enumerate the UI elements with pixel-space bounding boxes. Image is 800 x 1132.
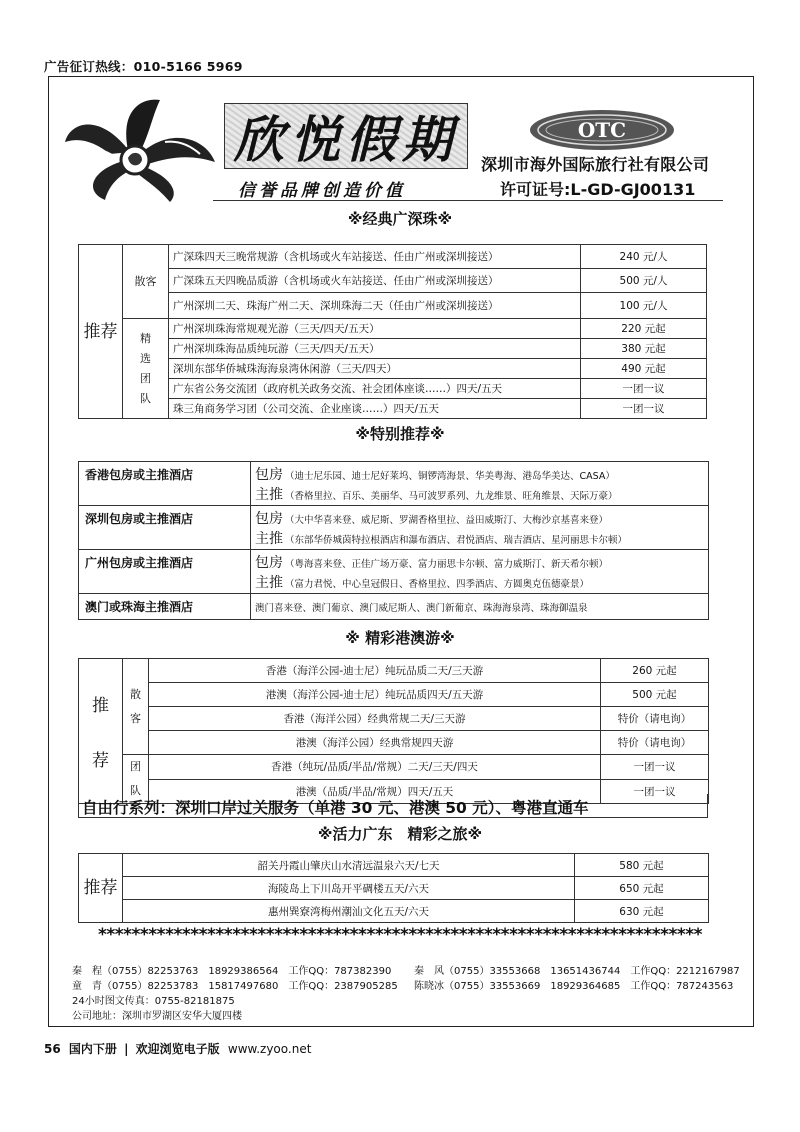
hotel-list: [251, 462, 709, 506]
table-row: [79, 659, 709, 683]
hotel-city: 香港包房或主推酒店: [79, 462, 251, 506]
tour-name: 惠州巽寮湾梅州潮汕文化五天/六天: [123, 900, 575, 923]
tour-price: 380 元起: [581, 339, 707, 359]
table-row: [79, 900, 709, 923]
table-row: [79, 594, 709, 620]
hotel-names: （粤海喜来登、正佳广场万豪、富力丽思卡尔顿、富力威斯汀、新天希尔顿）: [285, 558, 609, 570]
tour-price: 580 元起: [575, 854, 709, 877]
license-number: 许可证号:L-GD-GJ00131: [500, 180, 696, 199]
table-row: [79, 550, 709, 594]
section-title-special: ※特别推荐※: [355, 425, 445, 443]
group-label: 团队: [123, 755, 149, 804]
footer-welcome: 欢迎浏览电子版: [135, 1042, 220, 1056]
recommend-label: 推荐: [79, 854, 123, 923]
hotel-list: [251, 594, 709, 620]
recommend-label: [79, 659, 123, 804]
recommend-char: 推: [92, 696, 109, 716]
brand-logo-text: 欣悦假期: [234, 110, 458, 169]
tour-price: 220 元起: [581, 319, 707, 339]
footer-url[interactable]: www.zyoo.net: [227, 1042, 312, 1056]
tour-name: 广州深圳二天、珠海广州二天、深圳珠海二天（任由广州或深圳接送）: [169, 293, 581, 319]
table-row: [79, 399, 707, 419]
section-title-classic: ※经典广深珠※: [347, 210, 453, 228]
tour-name: 广东省公务交流团（政府机关政务交流、社会团体座谈……）四天/五天: [169, 379, 581, 399]
hotel-kind: 包房: [255, 510, 283, 527]
hotel-list: [251, 550, 709, 594]
tour-name: 海陵岛上下川岛开平碉楼五天/六天: [123, 877, 575, 900]
tour-price: 500 元/人: [581, 269, 707, 293]
footer-section: 国内下册: [68, 1042, 117, 1056]
table-row: [79, 755, 709, 780]
star-divider: ************************************************************************: [97, 925, 703, 945]
recommend-label: 推荐: [79, 245, 123, 419]
tour-price: 一团一议: [601, 779, 709, 804]
otc-logo-icon: [527, 108, 677, 152]
hkmacau-tour-table: [78, 658, 709, 804]
tour-price: 650 元起: [575, 877, 709, 900]
tour-name: 港澳（品质/半品/常规）四天/五天: [149, 779, 601, 804]
recommend-char: 荐: [92, 751, 109, 771]
tour-price: 500 元起: [601, 683, 709, 707]
tour-price: 630 元起: [575, 900, 709, 923]
table-row: [79, 339, 707, 359]
tour-name: 香港（纯玩/品质/半品/常规）二天/三天/四天: [149, 755, 601, 780]
brand-logo-box: [224, 103, 468, 169]
tour-price: 一团一议: [601, 755, 709, 780]
guangdong-tour-table: [78, 853, 709, 923]
hotel-names: （东部华侨城茵特拉根酒店和瀑布酒店、君悦酒店、瑞吉酒店、星河丽思卡尔顿）: [285, 534, 628, 546]
tour-price: 特价（请电询）: [601, 731, 709, 755]
table-row: [79, 462, 709, 506]
table-row: [79, 245, 707, 269]
hotel-city: 深圳包房或主推酒店: [79, 506, 251, 550]
page-number: 56: [44, 1042, 61, 1056]
fax-line: 24小时图文传真：0755-82181875: [72, 996, 235, 1007]
section-title-guangdong: ※活力广东 精彩之旅※: [317, 825, 483, 843]
hotel-city: 广州包房或主推酒店: [79, 550, 251, 594]
table-row: [79, 359, 707, 379]
tour-name: 韶关丹霞山肇庆山水清远温泉六天/七天: [123, 854, 575, 877]
tour-name: 港澳（海洋公园）经典常规四天游: [149, 731, 601, 755]
hotel-kind: 包房: [255, 554, 283, 571]
table-row: [79, 877, 709, 900]
hotel-names: （迪士尼乐园、迪士尼好莱坞、铜锣湾海景、华美粤海、港岛华美达、CASA）: [285, 470, 615, 482]
tour-name: 香港（海洋公园-迪士尼）纯玩品质二天/三天游: [149, 659, 601, 683]
group-label: 精选团队: [123, 319, 169, 419]
self-travel-border: [78, 794, 708, 818]
header-divider: [213, 200, 723, 201]
hotel-kind: 主推: [255, 574, 283, 591]
tour-name: 香港（海洋公园）经典常规二天/三天游: [149, 707, 601, 731]
scatter-label: 散客: [123, 659, 149, 755]
table-row: [79, 269, 707, 293]
tour-price: 一团一议: [581, 379, 707, 399]
tour-price: 490 元起: [581, 359, 707, 379]
table-row: [79, 731, 709, 755]
contact-line: 秦 程（0755）82253763 18929386564 工作QQ：787382390: [72, 966, 392, 977]
section-title-hkmacau: ※ 精彩港澳游※: [345, 629, 455, 647]
tour-name: 广深珠五天四晚品质游（含机场或火车站接送、任由广州或深圳接送）: [169, 269, 581, 293]
tour-name: 广州深圳珠海品质纯玩游（三天/四天/五天）: [169, 339, 581, 359]
tour-name: 珠三角商务学习团（公司交流、企业座谈……）四天/五天: [169, 399, 581, 419]
footer-divider: |: [124, 1042, 129, 1056]
table-row: [79, 854, 709, 877]
hotel-list: [251, 506, 709, 550]
classic-tour-table: [78, 244, 707, 419]
tour-name: 广州深圳珠海常规观光游（三天/四天/五天）: [169, 319, 581, 339]
hotel-names: （香格里拉、百乐、美丽华、马可波罗系列、九龙维景、旺角维景、天际万豪）: [285, 490, 618, 502]
tour-price: 240 元/人: [581, 245, 707, 269]
contact-line: 童 青（0755）82253783 15817497680 工作QQ：2387905285: [72, 981, 398, 992]
page-footer: [44, 1040, 311, 1057]
tour-price: 特价（请电询）: [601, 707, 709, 731]
brand-slogan: 信誉品牌创造价值: [238, 181, 406, 201]
hotel-kind: 主推: [255, 530, 283, 547]
hotel-kind: 包房: [255, 466, 283, 483]
tour-name: 深圳东部华侨城珠海海泉湾休闲游（三天/四天）: [169, 359, 581, 379]
tour-name: 港澳（海洋公园-迪士尼）纯玩品质四天/五天游: [149, 683, 601, 707]
flower-logo-icon: [60, 92, 220, 204]
tour-price: 一团一议: [581, 399, 707, 419]
hotline: 广告征订热线：010-5166 5969: [44, 59, 243, 74]
tour-price: 260 元起: [601, 659, 709, 683]
company-name: 深圳市海外国际旅行社有限公司: [481, 155, 710, 174]
address-line: 公司地址：深圳市罗湖区安华大厦四楼: [72, 1011, 242, 1022]
table-row: [79, 319, 707, 339]
tour-name: 广深珠四天三晚常规游（含机场或火车站接送、任由广州或深圳接送）: [169, 245, 581, 269]
table-row: [79, 506, 709, 550]
table-row: [79, 379, 707, 399]
scatter-label: 散客: [123, 245, 169, 319]
self-travel-banner: 自由行系列：深圳口岸过关服务（单港 30 元、港澳 50 元）、粤港直通车: [82, 799, 589, 817]
hotel-names: （大中华喜来登、威尼斯、罗湖香格里拉、益田威斯汀、大梅沙京基喜来登）: [285, 514, 609, 526]
tour-price: 100 元/人: [581, 293, 707, 319]
hotel-kind: 主推: [255, 486, 283, 503]
hotel-names: 澳门喜来登、澳门葡京、澳门威尼斯人、澳门新葡京、珠海海泉湾、珠海御温泉: [255, 602, 588, 614]
table-row: [79, 707, 709, 731]
hotel-names: （富力君悦、中心皇冠假日、香格里拉、四季酒店、方圆奥克伍德豪景）: [285, 578, 590, 590]
table-row: [79, 683, 709, 707]
table-row: [79, 293, 707, 319]
hotel-city: 澳门或珠海主推酒店: [79, 594, 251, 620]
contact-line: 陈晓冰（0755）33553669 18929364685 工作QQ：787243563: [414, 981, 734, 992]
otc-logo-text: OTC: [577, 118, 627, 142]
contact-line: 秦 风（0755）33553668 13651436744 工作QQ：2212167987: [414, 966, 740, 977]
hotel-table: [78, 461, 709, 620]
